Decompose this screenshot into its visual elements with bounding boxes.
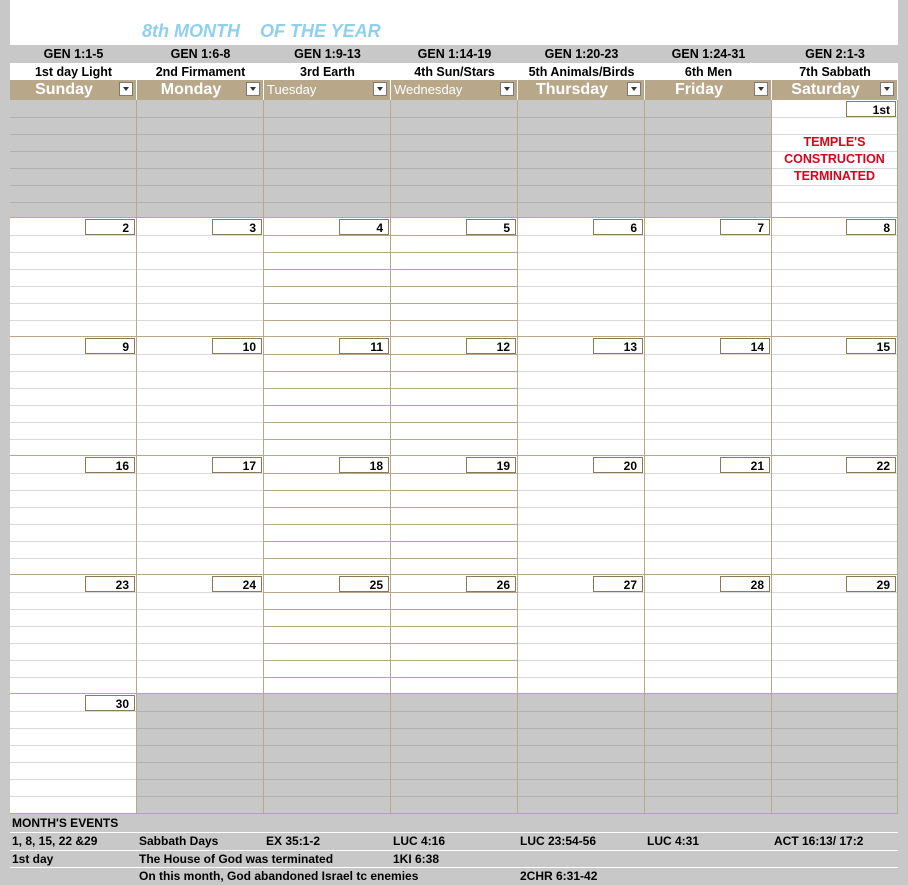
weekday-label: Monday <box>160 81 222 98</box>
creation-theme: 2nd Firmament <box>137 63 264 81</box>
weekday-header-sunday[interactable] <box>10 80 137 100</box>
right-margin <box>898 0 908 885</box>
day-number: 2 <box>85 219 135 235</box>
month-events <box>10 814 898 885</box>
day-number: 19 <box>466 457 516 473</box>
day-cell[interactable] <box>772 337 898 456</box>
day-number: 16 <box>85 457 135 473</box>
left-margin <box>0 0 10 885</box>
day-cell <box>264 694 391 814</box>
day-cell[interactable] <box>10 694 137 814</box>
day-cell[interactable] <box>391 218 518 337</box>
creation-theme: 3rd Earth <box>264 63 391 81</box>
weekday-label: Tuesday <box>267 82 317 97</box>
day-cell[interactable] <box>137 337 264 456</box>
month-title: 8th MONTH OF THE YEAR <box>142 21 381 41</box>
day-cell[interactable] <box>518 575 645 694</box>
day-number: 7 <box>720 219 770 235</box>
weekday-header-friday[interactable] <box>645 80 772 100</box>
day-cell[interactable] <box>264 456 391 575</box>
day-number: 14 <box>720 338 770 354</box>
verse-reference: GEN 1:20-23 <box>518 45 645 63</box>
day-cell[interactable] <box>772 100 898 218</box>
filter-dropdown-icon[interactable] <box>880 82 894 96</box>
day-cell[interactable] <box>137 575 264 694</box>
day-number: 8 <box>846 219 896 235</box>
day-cell[interactable] <box>10 218 137 337</box>
day-cell[interactable] <box>391 575 518 694</box>
event-description: Sabbath Days <box>139 834 219 848</box>
day-number: 26 <box>466 576 516 592</box>
weekday-header-thursday[interactable] <box>518 80 645 100</box>
day-number: 15 <box>846 338 896 354</box>
event-reference: 2CHR 6:31-42 <box>520 869 598 883</box>
verse-reference: GEN 2:1-3 <box>772 45 898 63</box>
day-cell[interactable] <box>264 575 391 694</box>
construction-note: CONSTRUCTION <box>784 152 885 166</box>
weekday-header-monday[interactable] <box>137 80 264 100</box>
weekday-label: Sunday <box>35 81 93 98</box>
day-cell[interactable] <box>10 575 137 694</box>
day-number: 28 <box>720 576 770 592</box>
verse-reference: GEN 1:9-13 <box>264 45 391 63</box>
day-cell[interactable] <box>137 456 264 575</box>
day-cell[interactable] <box>391 456 518 575</box>
day-cell[interactable] <box>772 456 898 575</box>
day-number: 3 <box>212 219 262 235</box>
event-date: 1, 8, 15, 22 &29 <box>12 834 98 848</box>
day-cell[interactable] <box>137 218 264 337</box>
creation-theme: 5th Animals/Birds <box>518 63 645 81</box>
event-reference: EX 35:1-2 <box>266 834 321 848</box>
filter-dropdown-icon[interactable] <box>627 82 641 96</box>
event-reference: 1KI 6:38 <box>393 852 440 866</box>
weekday-label: Wednesday <box>394 82 463 97</box>
day-cell[interactable] <box>645 456 772 575</box>
event-date: 1st day <box>12 852 54 866</box>
day-cell[interactable] <box>518 218 645 337</box>
day-cell <box>391 694 518 814</box>
weekday-header-wednesday[interactable] <box>391 80 518 100</box>
day-number: 11 <box>339 338 389 354</box>
day-number: 20 <box>593 457 643 473</box>
construction-note: TEMPLE'S <box>803 135 866 149</box>
day-number: 27 <box>593 576 643 592</box>
events-heading: MONTH'S EVENTS <box>12 816 119 830</box>
weekday-header-tuesday[interactable] <box>264 80 391 100</box>
day-number: 23 <box>85 576 135 592</box>
event-description: On this month, God abandoned Israel tc enemies <box>139 869 419 883</box>
day-cell[interactable] <box>518 456 645 575</box>
day-cell <box>645 100 772 218</box>
day-number: 21 <box>720 457 770 473</box>
day-cell[interactable] <box>645 218 772 337</box>
day-number: 18 <box>339 457 389 473</box>
day-cell[interactable] <box>264 337 391 456</box>
weekday-label: Thursday <box>535 81 608 98</box>
day-number: 17 <box>212 457 262 473</box>
day-cell <box>264 100 391 218</box>
day-number: 5 <box>466 219 516 235</box>
day-number: 30 <box>85 695 135 711</box>
day-number: 6 <box>593 219 643 235</box>
event-reference: ACT 16:13/ 17:2 <box>774 834 864 848</box>
creation-theme: 6th Men <box>645 63 772 81</box>
filter-dropdown-icon[interactable] <box>373 82 387 96</box>
day-number: 29 <box>846 576 896 592</box>
day-cell[interactable] <box>264 218 391 337</box>
day-number: 22 <box>846 457 896 473</box>
day-number: 10 <box>212 338 262 354</box>
day-number: 25 <box>339 576 389 592</box>
day-number: 13 <box>593 338 643 354</box>
verse-reference: GEN 1:24-31 <box>645 45 772 63</box>
filter-dropdown-icon[interactable] <box>500 82 514 96</box>
creation-theme: 4th Sun/Stars <box>391 63 518 81</box>
day-cell <box>645 694 772 814</box>
day-cell[interactable] <box>772 575 898 694</box>
day-cell[interactable] <box>10 337 137 456</box>
day-cell <box>391 100 518 218</box>
event-reference: LUC 4:16 <box>393 834 446 848</box>
day-cell[interactable] <box>772 218 898 337</box>
event-reference: LUC 4:31 <box>647 834 700 848</box>
filter-dropdown-icon[interactable] <box>119 82 133 96</box>
day-cell[interactable] <box>391 337 518 456</box>
filter-dropdown-icon[interactable] <box>246 82 260 96</box>
day-cell[interactable] <box>645 337 772 456</box>
day-cell <box>518 100 645 218</box>
day-number: 1st <box>846 101 896 117</box>
day-number: 9 <box>85 338 135 354</box>
day-cell <box>10 100 137 218</box>
verse-reference: GEN 1:6-8 <box>137 45 264 63</box>
day-cell <box>137 100 264 218</box>
construction-note: TERMINATED <box>793 169 875 183</box>
weekday-label: Friday <box>674 81 723 98</box>
event-reference: LUC 23:54-56 <box>520 834 597 848</box>
day-cell <box>518 694 645 814</box>
day-cell[interactable] <box>518 337 645 456</box>
weekday-label: Saturday <box>791 81 860 98</box>
event-description: The House of God was terminated <box>139 852 334 866</box>
creation-theme: 7th Sabbath <box>772 63 898 81</box>
day-cell[interactable] <box>10 456 137 575</box>
day-number: 24 <box>212 576 262 592</box>
day-cell <box>772 694 898 814</box>
verse-reference: GEN 1:1-5 <box>10 45 137 63</box>
day-number: 4 <box>339 219 389 235</box>
filter-dropdown-icon[interactable] <box>754 82 768 96</box>
day-cell <box>137 694 264 814</box>
creation-theme: 1st day Light <box>10 63 137 81</box>
day-cell[interactable] <box>645 575 772 694</box>
day-number: 12 <box>466 338 516 354</box>
verse-reference: GEN 1:14-19 <box>391 45 518 63</box>
weekday-header-saturday[interactable] <box>772 80 898 100</box>
